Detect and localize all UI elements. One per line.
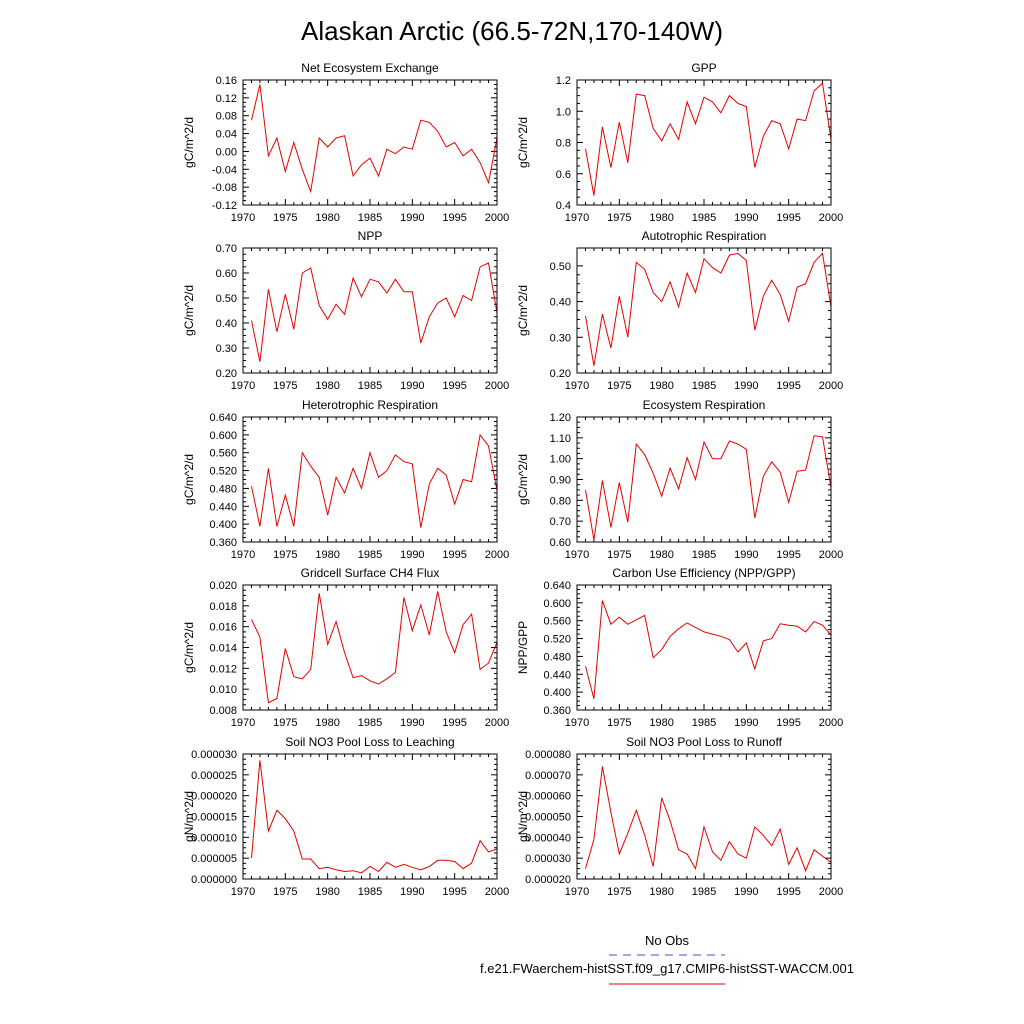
series-line [586, 253, 832, 366]
x-tick-label: 1990 [400, 549, 425, 561]
x-tick-label: 1985 [691, 549, 717, 561]
panels [182, 61, 843, 898]
y-tick-label: 0.50 [215, 293, 237, 305]
panel-title: Heterotrophic Respiration [301, 398, 439, 412]
legend [480, 933, 854, 984]
y-tick-label: 0.000005 [191, 853, 237, 866]
y-axis-label: NPP/GPP [516, 620, 530, 675]
panel-9 [516, 735, 843, 898]
y-tick-label: 0.70 [549, 516, 571, 529]
x-tick-label: 1975 [273, 717, 298, 729]
y-tick-label: 0.640 [543, 580, 571, 592]
plot-frame [243, 248, 497, 373]
panel-title: Ecosystem Respiration [642, 398, 766, 412]
y-tick-label: 0.020 [209, 580, 237, 592]
x-tick-label: 1985 [357, 380, 383, 392]
y-tick-label: 0.00 [215, 146, 237, 159]
y-tick-label: 1.2 [555, 75, 571, 87]
y-tick-label: 0.000080 [525, 749, 571, 761]
y-tick-label: 0.400 [209, 519, 237, 532]
x-tick-label: 1990 [400, 717, 425, 729]
y-tick-label: 0.40 [215, 318, 237, 330]
x-tick-label: 1995 [442, 380, 467, 392]
x-tick-label: 1970 [564, 380, 590, 392]
x-tick-label: 1970 [564, 717, 590, 729]
x-tick-label: 2000 [818, 549, 844, 561]
x-tick-label: 1995 [776, 212, 801, 224]
y-tick-label: 0.000030 [525, 853, 571, 866]
plot-frame [577, 248, 831, 373]
x-tick-label: 1970 [230, 549, 256, 561]
panel-title: Soil NO3 Pool Loss to Leaching [285, 735, 455, 749]
x-tick-label: 1990 [734, 380, 759, 392]
y-tick-label: 0.360 [543, 705, 571, 717]
figure-title: Alaskan Arctic (66.5-72N,170-140W) [301, 16, 723, 46]
y-tick-label: 0.000015 [191, 811, 237, 824]
plot-frame [243, 585, 497, 710]
x-tick-label: 1970 [230, 717, 256, 729]
x-tick-label: 1980 [649, 717, 674, 729]
x-tick-label: 1995 [776, 886, 801, 898]
x-tick-label: 1980 [649, 212, 674, 224]
panel-7 [516, 566, 843, 729]
x-tick-label: 1985 [691, 212, 717, 224]
y-tick-label: 0.000040 [525, 832, 571, 845]
x-tick-label: 1985 [357, 717, 383, 729]
x-tick-label: 1980 [315, 886, 340, 898]
x-tick-label: 1985 [357, 549, 383, 561]
x-tick-label: 1995 [442, 212, 467, 224]
y-tick-label: 0.440 [209, 501, 237, 514]
plot-frame [577, 585, 831, 710]
plot-frame [243, 417, 497, 542]
x-tick-label: 1995 [776, 549, 801, 561]
y-tick-label: 0.560 [209, 447, 237, 460]
y-tick-label: 0.012 [209, 663, 237, 676]
y-tick-label: 0.20 [549, 368, 571, 380]
x-tick-label: 1995 [776, 717, 801, 729]
y-tick-label: 0.8 [555, 137, 571, 150]
x-tick-label: 1995 [442, 886, 467, 898]
panel-4 [182, 398, 509, 561]
x-tick-label: 1975 [273, 886, 298, 898]
y-tick-label: 1.10 [549, 432, 571, 445]
y-axis-label: gC/m^2/d [516, 117, 530, 168]
x-tick-label: 1985 [691, 717, 717, 729]
x-tick-label: 1985 [357, 212, 383, 224]
series-line [252, 263, 498, 362]
x-tick-label: 1975 [273, 380, 298, 392]
y-axis-label: gN/m^2/d [182, 791, 196, 842]
y-tick-label: 0.000020 [525, 874, 571, 886]
y-tick-label: 0.50 [549, 260, 571, 273]
y-tick-label: 0.008 [209, 705, 237, 717]
y-tick-label: 0.20 [215, 368, 237, 380]
x-tick-label: 1980 [649, 380, 674, 392]
y-tick-label: -0.08 [211, 182, 237, 195]
x-tick-label: 2000 [818, 886, 844, 898]
x-tick-label: 1975 [607, 717, 632, 729]
x-tick-label: 2000 [818, 717, 844, 729]
y-axis-label: gC/m^2/d [516, 285, 530, 336]
y-tick-label: 0.60 [215, 268, 237, 280]
y-tick-label: 0.640 [209, 412, 237, 424]
plot-frame [577, 417, 831, 542]
panel-title: NPP [357, 229, 383, 243]
y-tick-label: 1.00 [549, 453, 571, 466]
series-line [586, 767, 832, 871]
y-axis-label: gC/m^2/d [182, 622, 196, 673]
panel-title: Autotrophic Respiration [641, 229, 767, 243]
y-tick-label: 0.000070 [525, 769, 571, 782]
x-tick-label: 1970 [230, 380, 256, 392]
panel-8 [182, 735, 509, 898]
y-tick-label: -0.04 [211, 164, 237, 177]
y-tick-label: 0.000000 [191, 874, 237, 886]
x-tick-label: 1980 [649, 549, 674, 561]
x-tick-label: 1995 [776, 380, 801, 392]
series-line [252, 760, 498, 873]
y-tick-label: 0.4 [555, 200, 571, 212]
y-axis-label: gC/m^2/d [182, 117, 196, 168]
panel-6 [182, 566, 509, 729]
x-tick-label: 1980 [315, 717, 340, 729]
y-tick-label: 0.6 [555, 168, 571, 181]
plot-frame [577, 754, 831, 879]
y-tick-label: 0.08 [215, 110, 237, 123]
y-tick-label: 1.20 [549, 412, 571, 424]
panel-title: GPP [691, 61, 717, 75]
x-tick-label: 2000 [484, 717, 510, 729]
x-tick-label: 1985 [691, 886, 717, 898]
y-tick-label: 0.70 [215, 243, 237, 255]
y-tick-label: 0.000050 [525, 811, 571, 824]
legend-label-no-obs: No Obs [644, 933, 690, 948]
panel-title: Net Ecosystem Exchange [301, 61, 439, 75]
y-tick-label: 0.520 [209, 465, 237, 478]
x-tick-label: 1970 [230, 886, 256, 898]
panel-0 [182, 61, 509, 224]
plot-frame [243, 754, 497, 879]
series-line [252, 85, 498, 192]
x-tick-label: 2000 [484, 212, 510, 224]
y-axis-label: gC/m^2/d [182, 454, 196, 505]
y-axis-label: gC/m^2/d [516, 454, 530, 505]
y-tick-label: 0.30 [549, 332, 571, 345]
x-tick-label: 1980 [315, 380, 340, 392]
x-tick-label: 1990 [734, 549, 759, 561]
y-axis-label: gN/m^2/d [516, 791, 530, 842]
x-tick-label: 2000 [484, 549, 510, 561]
x-tick-label: 1980 [315, 549, 340, 561]
y-tick-label: 0.018 [209, 600, 237, 613]
y-tick-label: 0.400 [543, 687, 571, 700]
panel-1 [516, 61, 843, 224]
y-tick-label: 0.12 [215, 92, 237, 105]
y-tick-label: 1.0 [555, 106, 571, 119]
x-tick-label: 1990 [734, 717, 759, 729]
x-tick-label: 1970 [564, 886, 590, 898]
x-tick-label: 1970 [230, 212, 256, 224]
y-tick-label: 0.016 [209, 621, 237, 634]
x-tick-label: 2000 [818, 212, 844, 224]
y-tick-label: 0.360 [209, 537, 237, 549]
x-tick-label: 1975 [607, 380, 632, 392]
y-tick-label: 0.40 [549, 296, 571, 309]
y-tick-label: 0.000030 [191, 749, 237, 761]
y-tick-label: 0.600 [209, 429, 237, 442]
y-tick-label: 0.60 [549, 537, 571, 549]
legend-label-model: f.e21.FWaerchem-histSST.f09_g17.CMIP6-histSST-WACCM.001 [480, 961, 854, 976]
x-tick-label: 1975 [273, 212, 298, 224]
y-tick-label: 0.520 [543, 633, 571, 646]
panel-title: Gridcell Surface CH4 Flux [300, 566, 440, 580]
y-tick-label: 0.480 [209, 483, 237, 496]
y-tick-label: 0.30 [215, 343, 237, 355]
x-tick-label: 1995 [442, 717, 467, 729]
y-tick-label: 0.010 [209, 684, 237, 697]
x-tick-label: 1980 [649, 886, 674, 898]
y-tick-label: 0.80 [549, 495, 571, 508]
x-tick-label: 1975 [607, 549, 632, 561]
x-tick-label: 1975 [273, 549, 298, 561]
y-tick-label: 0.440 [543, 669, 571, 682]
x-tick-label: 1985 [691, 380, 717, 392]
x-tick-label: 1980 [315, 212, 340, 224]
series-line [586, 436, 832, 540]
y-tick-label: 0.560 [543, 615, 571, 628]
series-line [586, 601, 832, 699]
series-line [252, 435, 498, 528]
plot-frame [243, 80, 497, 205]
x-tick-label: 1975 [607, 212, 632, 224]
y-tick-label: 0.000020 [191, 790, 237, 803]
panel-5 [516, 398, 843, 561]
x-tick-label: 1990 [400, 380, 425, 392]
y-axis-label: gC/m^2/d [182, 285, 196, 336]
series-line [586, 83, 832, 196]
x-tick-label: 2000 [484, 380, 510, 392]
panel-title: Soil NO3 Pool Loss to Runoff [626, 735, 782, 749]
x-tick-label: 1985 [357, 886, 383, 898]
x-tick-label: 1990 [734, 886, 759, 898]
y-tick-label: 0.000025 [191, 769, 237, 782]
y-tick-label: 0.04 [215, 128, 237, 141]
y-tick-label: 0.90 [549, 474, 571, 487]
x-tick-label: 1990 [400, 886, 425, 898]
x-tick-label: 2000 [484, 886, 510, 898]
panel-3 [516, 229, 843, 392]
y-tick-label: 0.600 [543, 597, 571, 610]
y-tick-label: 0.000010 [191, 832, 237, 845]
y-tick-label: 0.480 [543, 651, 571, 664]
y-tick-label: 0.000060 [525, 790, 571, 803]
x-tick-label: 2000 [818, 380, 844, 392]
y-tick-label: 0.16 [215, 75, 237, 87]
x-tick-label: 1970 [564, 212, 590, 224]
y-tick-label: -0.12 [211, 200, 237, 212]
x-tick-label: 1970 [564, 549, 590, 561]
series-line [252, 591, 498, 702]
x-tick-label: 1995 [442, 549, 467, 561]
x-tick-label: 1990 [734, 212, 759, 224]
x-tick-label: 1990 [400, 212, 425, 224]
x-tick-label: 1975 [607, 886, 632, 898]
y-tick-label: 0.014 [209, 642, 237, 655]
panel-2 [182, 229, 509, 392]
panel-title: Carbon Use Efficiency (NPP/GPP) [612, 566, 796, 580]
